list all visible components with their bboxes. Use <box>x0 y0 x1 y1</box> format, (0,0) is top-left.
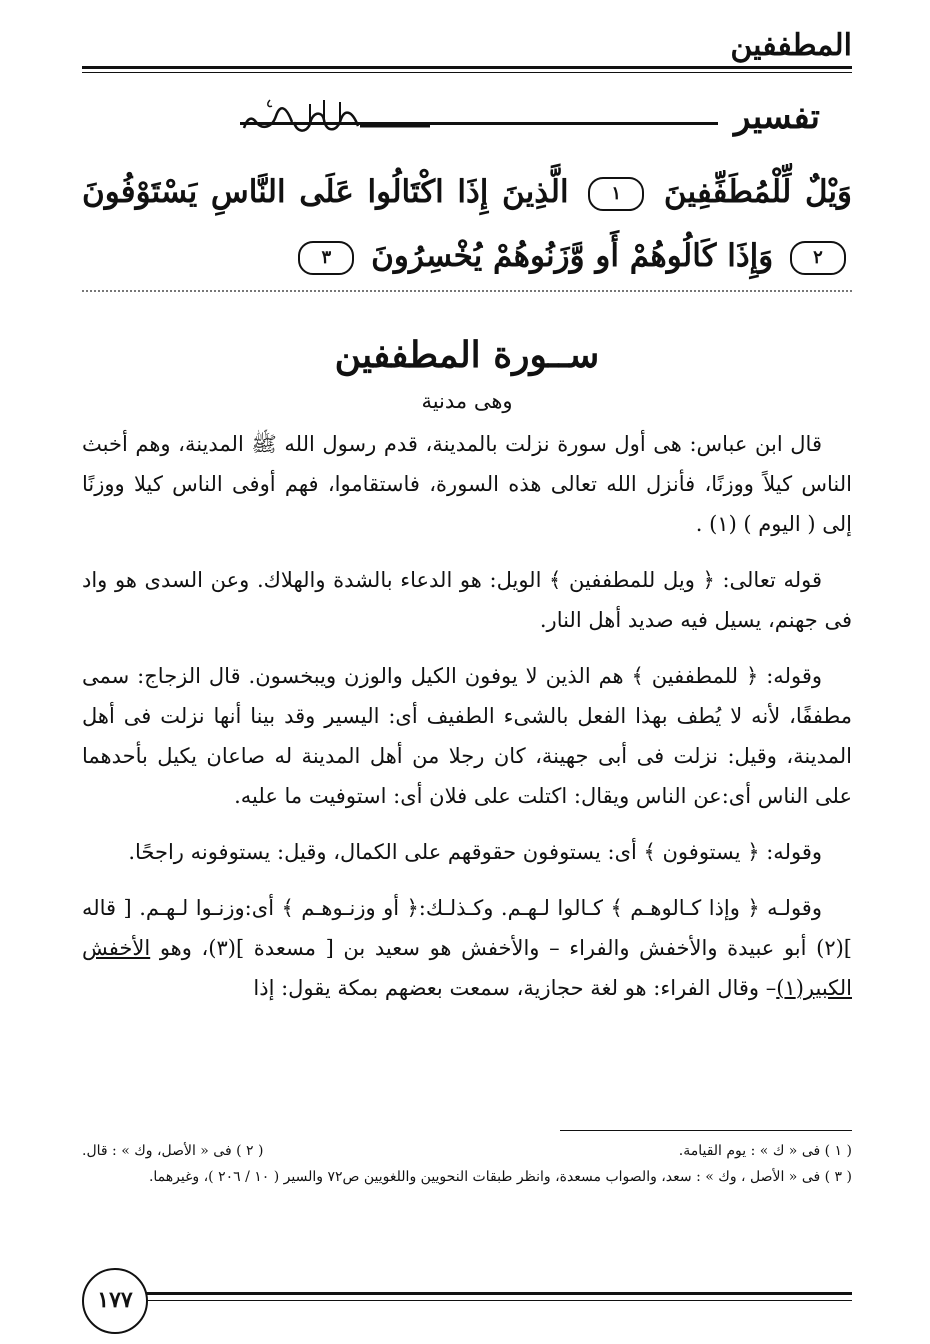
paragraph-5-underlined: الأخفش الكبير(١) <box>82 936 852 1000</box>
surah-type: وهى مدنية <box>421 389 513 413</box>
paragraph-2: قوله تعالى: ﴿ ويل للمطففين ﴾ الويل: هو الدعاء بالشدة والهلاك. وعن السدى هو واد فى جهنم، يسيل فيه صديد أهل النار. <box>82 568 852 632</box>
verse-marker-3: ٣ <box>298 241 354 275</box>
footnotes <box>82 1138 852 1190</box>
paragraph-5-part-b: – وقال الفراء: هو لغة حجازية، سمعت بعضهم بمكة يقول: إذا <box>253 976 777 1000</box>
paragraph-3: وقوله: ﴿ للمطففين ﴾ هم الذين لا يوفون الكيل والوزن ويبخسون. قال الزجاج: سمى مطففًا، لأنه لا يُطف بهذا الفعل بالشىء الطفيف أى: اليسير وقد بينا أنها نزلت فى أهل المدينة، وقيل: نزلت فى أبى جهينة، كان رجلا من أهل المدينة له صاعان يكيل بأحدهما على الناس أى:عن الناس ويقال: اكتلت على فلان أى: استوفيت ما عليه. <box>82 664 852 808</box>
footnote-1: ( ١ ) فى « ك » : يوم القيامة. <box>678 1143 852 1159</box>
paragraph-5-part-a: وقولـه ﴿ وإذا كـالوهـم ﴾ كـالوا لـهـم. وكـذلـك:﴿ أو وزنـوهـم ﴾ أى:وزنـوا لـهـم. [ قاله ](٢) أبو عبيدة والأخفش والفراء – والأخفش هو سعيد بن [ مسعدة ](٣)، وهو <box>82 896 852 960</box>
verse-marker-1: ١ <box>588 177 644 211</box>
verse-1: وَيْلٌ لِّلْمُطَفِّفِينَ <box>663 174 853 210</box>
footnote-2: ( ٢ ) فى « الأصل، وك » : قال. <box>82 1143 264 1159</box>
verse-marker-2: ٢ <box>790 241 846 275</box>
footnote-3: ( ٣ ) فى « الأصل ، وك » : سعد، والصواب مسعدة، وانظر طبقات النحويين واللغويين ص٧٢ والسير ( ١٠ / ٢٠٦ )، وغيرهما. <box>148 1169 852 1185</box>
commentary-body <box>82 424 852 1008</box>
quran-verses <box>82 160 852 288</box>
footnote-row-1 <box>82 1138 852 1164</box>
verse-3: وَإِذَا كَالُوهُمْ أَو وَّزَنُوهُمْ يُخْسِرُونَ <box>371 238 774 274</box>
basmala-calligraphy-icon <box>240 92 435 140</box>
paragraph-1: قال ابن عباس: هى أول سورة نزلت بالمدينة، قدم رسول الله ﷺ المدينة، وهم أخبث الناس كيلاً ووزنًا، فأنزل الله تعالى هذه السورة، فاستقاموا، فهم أوفى الناس كيلا ووزنًا إلى ( اليوم ) (١) . <box>82 432 852 536</box>
verses-separator <box>82 290 852 292</box>
footnote-rule <box>560 1130 852 1131</box>
paragraph-4: وقوله: ﴿ يستوفون ﴾ أى: يستوفون حقوقهم على الكمال، وقيل: يستوفونه راجحًا. <box>128 840 822 864</box>
paragraph-5 <box>82 888 852 1008</box>
page-number: ١٧٧ <box>82 1268 148 1334</box>
tafsir-label: تفسير <box>733 97 820 137</box>
header-rule-thin <box>82 72 852 73</box>
header-rule-thick <box>82 66 852 69</box>
footer-rule-thin <box>146 1300 852 1301</box>
footer-rule-thick <box>146 1292 852 1295</box>
verse-2: الَّذِينَ إِذَا اكْتَالُوا عَلَى النَّاسِ يَسْتَوْفُونَ <box>82 174 569 210</box>
running-title: المطففين <box>730 28 852 63</box>
surah-title: ســورة المطففين <box>334 334 600 376</box>
